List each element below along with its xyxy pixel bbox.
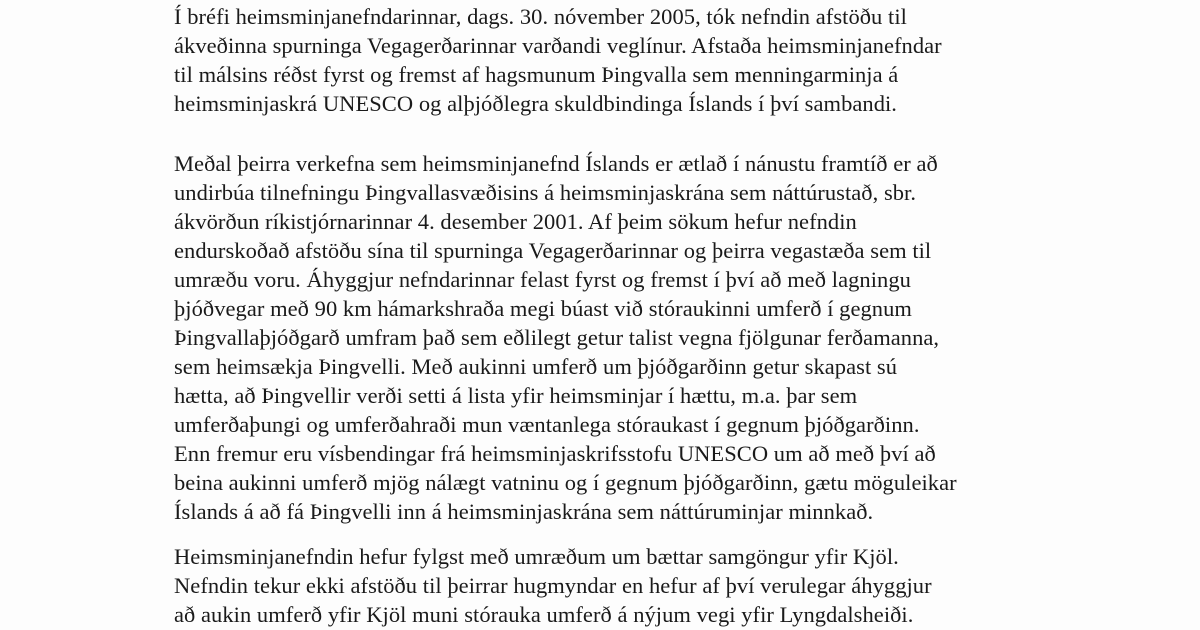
- text-line: Nefndin tekur ekki afstöðu til þeirrar hugmyndar en hefur af því verulegar áhyggjur: [174, 573, 932, 598]
- text-line: til málsins réðst fyrst og fremst af hagsmunum Þingvalla sem menningarminja á: [174, 62, 899, 87]
- text-line: ákveðinna spurninga Vegagerðarinnar varðandi veglínur. Afstaða heimsminjanefndar: [174, 33, 942, 58]
- text-line: hætta, að Þingvellir verði setti á lista yfir heimsminjar í hættu, m.a. þar sem: [174, 383, 858, 408]
- text-line: Enn fremur eru vísbendingar frá heimsminjaskrifsstofu UNESCO um að með því að: [174, 441, 936, 466]
- text-line: Meðal þeirra verkefna sem heimsminjanefnd Íslands er ætlað í nánustu framtíð er að: [174, 151, 938, 176]
- text-line: umræðu voru. Áhyggjur nefndarinnar felast fyrst og fremst í því að með lagningu: [174, 267, 911, 292]
- text-line: Í bréfi heimsminjanefndarinnar, dags. 30. nóvember 2005, tók nefndin afstöðu til: [174, 4, 907, 29]
- text-line: endurskoðað afstöðu sína til spurninga Vegagerðarinnar og þeirra vegastæða sem til: [174, 238, 932, 263]
- paragraph-1: [174, 2, 942, 118]
- text-line: Íslands á að fá Þingvelli inn á heimsminjaskrána sem náttúruminjar minnkað.: [174, 499, 874, 524]
- paragraph-2: [174, 149, 957, 526]
- text-line: að aukin umferð yfir Kjöl muni stórauka umferð á nýjum vegi yfir Lyngdalsheiði.: [174, 602, 914, 627]
- text-line: heimsminjaskrá UNESCO og alþjóðlegra skuldbindinga Íslands í því sambandi.: [174, 91, 897, 116]
- text-line: umferðaþungi og umferðahraði mun væntanlega stóraukast í gegnum þjóðgarðinn.: [174, 412, 920, 437]
- text-line: ákvörðun ríkistjórnarinnar 4. desember 2001. Af þeim sökum hefur nefndin: [174, 209, 857, 234]
- text-line: sem heimsækja Þingvelli. Með aukinni umferð um þjóðgarðinn getur skapast sú: [174, 354, 898, 379]
- text-line: undirbúa tilnefningu Þingvallasvæðisins á heimsminjaskrána sem náttúrustað, sbr.: [174, 180, 917, 205]
- paragraph-3: [174, 542, 932, 629]
- text-line: beina aukinni umferð mjög nálægt vatninu og í gegnum þjóðgarðinn, gætu möguleikar: [174, 470, 957, 495]
- text-line: Þingvallaþjóðgarð umfram það sem eðlilegt getur talist vegna fjölgunar ferðamanna,: [174, 325, 940, 350]
- text-line: þjóðvegar með 90 km hámarkshraða megi búast við stóraukinni umferð í gegnum: [174, 296, 912, 321]
- text-line: Heimsminjanefndin hefur fylgst með umræðum um bættar samgöngur yfir Kjöl.: [174, 544, 899, 569]
